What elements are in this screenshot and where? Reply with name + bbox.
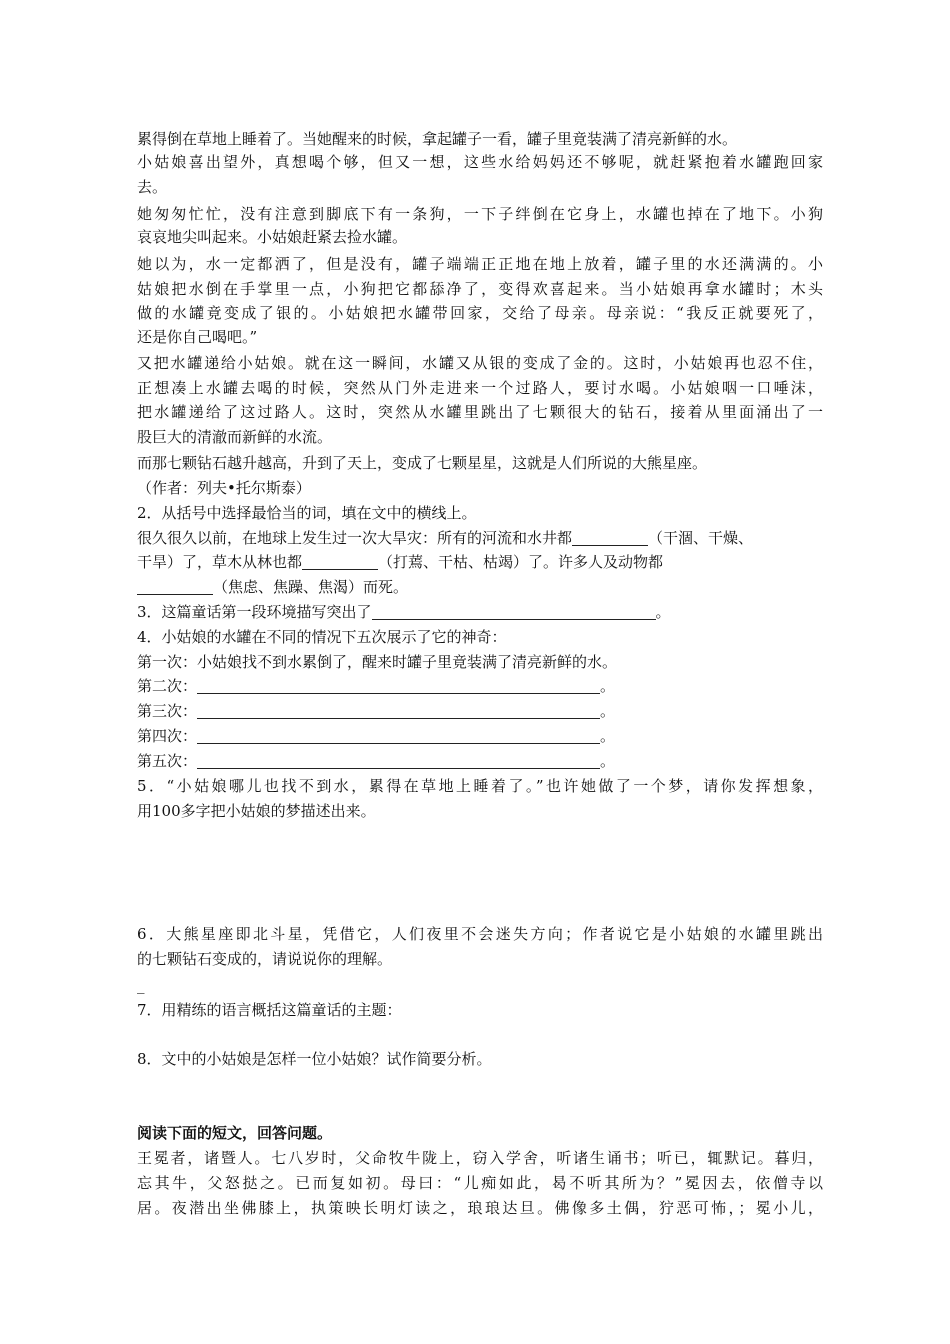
answer-label: 第四次： — [137, 727, 198, 745]
answer-mark: _ — [137, 976, 145, 994]
section-heading: 阅读下面的短文，回答问题。 — [137, 1124, 333, 1142]
passage-line: 忘其牛，父怒挞之。已而复如初。母曰：“儿痴如此，曷不听其所为？”冕因去，依僧寺以 — [137, 1174, 823, 1192]
answer-label: 第二次： — [137, 677, 198, 695]
question-4-stem: 4．小姑娘的水罐在不同的情况下五次展示了它的神奇： — [137, 628, 507, 646]
story-line: 她匆匆忙忙，没有注意到脚底下有一条狗，一下子绊倒在它身上，水罐也掉在了地下。小狗 — [137, 205, 823, 223]
question-6-stem: 6．大熊星座即北斗星，凭借它，人们夜里不会迷失方向；作者说它是小姑娘的水罐里跳出 — [137, 925, 823, 943]
period: 。 — [600, 702, 616, 720]
answer-blank[interactable] — [197, 702, 600, 719]
period: 。 — [600, 752, 616, 770]
answer-blank[interactable] — [197, 752, 600, 769]
question-4-fifth — [137, 750, 615, 772]
story-line: 而那七颗钻石越升越高，升到了天上，变成了七颗星星，这就是人们所说的大熊星座。 — [137, 454, 708, 472]
story-line: 累得倒在草地上睡着了。当她醒来的时候，拿起罐子一看，罐子里竟装满了清亮新鲜的水。 — [137, 130, 738, 148]
question-5-stem: 5．“小姑娘哪儿也找不到水，累得在草地上睡着了。”也许她做了一个梦，请你发挥想象， — [137, 777, 823, 795]
question-3-stem: 3．这篇童话第一段环境描写突出了 — [137, 603, 372, 621]
answer-blank[interactable] — [572, 529, 648, 546]
story-line: 把水罐递给了这过路人。这时，突然从水罐里跳出了七颗很大的钻石，接着从里面涌出了一 — [137, 403, 823, 421]
story-line: 股巨大的清澈而新鲜的水流。 — [137, 428, 333, 446]
story-line: 哀哀地尖叫起来。小姑娘赶紧去捡水罐。 — [137, 228, 408, 246]
passage-line: 王冕者，诸暨人。七八岁时，父命牧牛陇上，窃入学舍，听诸生诵书；听已，辄默记。暮归， — [137, 1149, 823, 1167]
story-line: 正想凑上水罐去喝的时候，突然从门外走进来一个过路人，要讨水喝。小姑娘咽一口唾沫， — [137, 379, 823, 397]
question-2-stem: 2．从括号中选择最恰当的词，填在文中的横线上。 — [137, 504, 477, 522]
question-4-second — [137, 675, 615, 697]
question-2-line — [137, 576, 408, 598]
question-2-line — [137, 551, 663, 573]
period: 。 — [600, 677, 616, 695]
story-line: 姑娘把水倒在手掌里一点，小狗把它都舔净了，变得欢喜起来。当小姑娘再拿水罐时；木头 — [137, 280, 823, 298]
story-line: 做的水罐竟变成了银的。小姑娘把水罐带回家，交给了母亲。母亲说：“我反正就要死了， — [137, 304, 823, 322]
question-2-text: 很久很久以前，在地球上发生过一次大旱灾：所有的河流和水井都 — [137, 529, 573, 547]
answer-blank[interactable] — [137, 578, 213, 595]
passage-line: 居。夜潜出坐佛膝上，执策映长明灯读之，琅琅达旦。佛像多土偶，狞恶可怖，；冕小儿， — [137, 1199, 823, 1217]
period: 。 — [600, 727, 616, 745]
period: 。 — [655, 603, 671, 621]
author-credit: （作者：列夫•托尔斯泰） — [137, 479, 311, 497]
question-2-line — [137, 527, 753, 549]
question-2-options: （打蔫、干枯、枯竭）了。许多人及动物都 — [378, 553, 664, 571]
question-5-stem: 用100多字把小姑娘的梦描述出来。 — [137, 802, 376, 820]
answer-blank[interactable] — [197, 677, 600, 694]
question-4-fourth — [137, 725, 615, 747]
story-line: 她以为，水一定都洒了，但是没有，罐子端端正正地在地上放着，罐子里的水还满满的。小 — [137, 255, 823, 273]
story-line: 还是你自己喝吧。” — [137, 328, 258, 346]
answer-blank[interactable] — [372, 603, 656, 620]
story-line: 又把水罐递给小姑娘。就在这一瞬间，水罐又从银的变成了金的。这时，小姑娘再也忍不住， — [137, 354, 823, 372]
story-line: 去。 — [137, 178, 168, 196]
question-7-stem: 7．用精练的语言概括这篇童话的主题： — [137, 1001, 402, 1019]
answer-blank[interactable] — [197, 727, 600, 744]
question-4-first: 第一次：小姑娘找不到水累倒了，醒来时罐子里竟装满了清亮新鲜的水。 — [137, 653, 618, 671]
answer-blank[interactable] — [302, 553, 378, 570]
question-6-stem: 的七颗钻石变成的，请说说你的理解。 — [137, 950, 393, 968]
answer-label: 第五次： — [137, 752, 198, 770]
question-2-text: 干旱）了，草木从林也都 — [137, 553, 303, 571]
question-2-options: （干涸、干燥、 — [648, 529, 754, 547]
question-3-line — [137, 601, 671, 623]
question-8-stem: 8．文中的小姑娘是怎样一位小姑娘？试作简要分析。 — [137, 1050, 492, 1068]
story-line: 小姑娘喜出望外，真想喝个够，但又一想，这些水给妈妈还不够呢，就赶紧抱着水罐跑回家 — [137, 153, 823, 171]
answer-label: 第三次： — [137, 702, 198, 720]
question-4-third — [137, 700, 615, 722]
question-2-options: （焦虑、焦躁、焦渴）而死。 — [213, 578, 409, 596]
